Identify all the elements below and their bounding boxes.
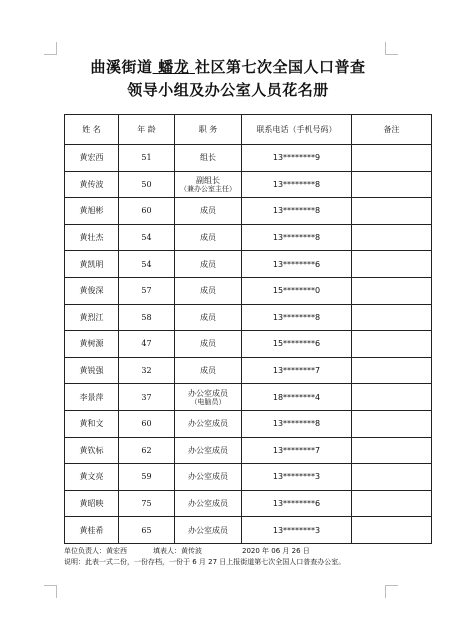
table-row	[65, 464, 432, 491]
table-row	[65, 517, 432, 544]
cell-age: 59	[119, 464, 175, 491]
cell-note	[352, 251, 432, 278]
footer-filler: 填表人：黄传波	[153, 547, 202, 555]
footer-unit-leader: 单位负责人：黄宏西	[64, 547, 127, 555]
header-note: 备注	[352, 115, 432, 145]
cell-note	[352, 331, 432, 358]
table-header-row	[65, 115, 432, 145]
cell-role	[175, 490, 242, 517]
table-row	[65, 224, 432, 251]
cell-role	[175, 145, 242, 172]
footer-note: 说明：此表一式二份，一份存档，一份于 6 月 27 日上报街道第七次全国人口普查办公室。	[64, 558, 346, 566]
cell-age: 65	[119, 517, 175, 544]
cell-role	[175, 517, 242, 544]
role-title: 办公室成员	[188, 445, 228, 455]
header-phone: 联系电话（手机号码）	[242, 115, 352, 145]
cell-age: 62	[119, 437, 175, 464]
cell-age: 54	[119, 251, 175, 278]
cell-phone: 13********3	[242, 517, 352, 544]
role-title: 成员	[200, 365, 216, 375]
title-street: 曲溪街道	[90, 58, 153, 76]
role-title: 办公室成员	[188, 498, 228, 508]
cell-age: 60	[119, 410, 175, 437]
cell-role	[175, 251, 242, 278]
cell-name: 黄昭映	[65, 490, 119, 517]
cell-age: 58	[119, 304, 175, 331]
role-title: 办公室成员	[188, 472, 228, 482]
role-title: 办公室成员	[188, 419, 228, 429]
footer-date: 2020 年 06 月 26 日	[242, 547, 310, 555]
cell-name: 黄凯明	[65, 251, 119, 278]
cell-phone: 13********7	[242, 357, 352, 384]
cell-name: 黄壮杰	[65, 224, 119, 251]
cell-note	[352, 171, 432, 198]
title-census: 社区第七次全国人口普查	[194, 58, 366, 76]
cell-phone: 13********8	[242, 410, 352, 437]
roster-body	[65, 145, 432, 544]
document-title	[30, 56, 426, 77]
cell-age: 50	[119, 171, 175, 198]
cell-phone: 13********8	[242, 224, 352, 251]
cell-age: 54	[119, 224, 175, 251]
cell-phone: 13********8	[242, 198, 352, 225]
cell-role	[175, 384, 242, 411]
cell-role	[175, 357, 242, 384]
cell-age: 51	[119, 145, 175, 172]
role-detail: （电脑员）	[190, 397, 226, 406]
table-row	[65, 490, 432, 517]
cell-age: 60	[119, 198, 175, 225]
cell-note	[352, 304, 432, 331]
table-row	[65, 145, 432, 172]
table-row	[65, 384, 432, 411]
role-title: 副组长	[196, 175, 220, 185]
role-detail: （兼办公室主任）	[180, 184, 236, 193]
role-title: 办公室成员	[188, 388, 228, 398]
cell-age: 47	[119, 331, 175, 358]
cell-phone: 15********0	[242, 277, 352, 304]
table-row	[65, 171, 432, 198]
cell-age: 32	[119, 357, 175, 384]
table-row	[65, 198, 432, 225]
cell-phone: 13********9	[242, 145, 352, 172]
cell-name: 黄俊深	[65, 277, 119, 304]
header-role: 职 务	[175, 115, 242, 145]
cell-name: 黄树源	[65, 331, 119, 358]
role-title: 成员	[200, 206, 216, 216]
header-age: 年 龄	[119, 115, 175, 145]
cell-note	[352, 357, 432, 384]
page-corner-mark-bottom-right	[385, 585, 398, 598]
cell-note	[352, 145, 432, 172]
role-title: 办公室成员	[188, 525, 228, 535]
role-title: 成员	[200, 312, 216, 322]
cell-role	[175, 224, 242, 251]
cell-name: 黄烈江	[65, 304, 119, 331]
header-name: 姓 名	[65, 115, 119, 145]
table-row	[65, 277, 432, 304]
cell-note	[352, 410, 432, 437]
cell-note	[352, 384, 432, 411]
cell-phone: 13********6	[242, 490, 352, 517]
cell-age: 75	[119, 490, 175, 517]
cell-role	[175, 410, 242, 437]
cell-role	[175, 171, 242, 198]
cell-name: 黄锐强	[65, 357, 119, 384]
cell-role	[175, 277, 242, 304]
cell-phone: 15********6	[242, 331, 352, 358]
role-title: 成员	[200, 339, 216, 349]
page-corner-mark-bottom-left	[44, 585, 57, 598]
cell-role	[175, 437, 242, 464]
cell-note	[352, 517, 432, 544]
cell-name: 黄宏西	[65, 145, 119, 172]
cell-name: 黄传波	[65, 171, 119, 198]
cell-phone: 13********6	[242, 251, 352, 278]
table-row	[65, 251, 432, 278]
role-title: 成员	[200, 259, 216, 269]
cell-age: 57	[119, 277, 175, 304]
cell-age: 37	[119, 384, 175, 411]
cell-phone: 13********8	[242, 171, 352, 198]
roster-table	[64, 114, 432, 544]
cell-phone: 13********8	[242, 304, 352, 331]
cell-phone: 18********4	[242, 384, 352, 411]
cell-name: 李景萍	[65, 384, 119, 411]
cell-note	[352, 224, 432, 251]
cell-role	[175, 198, 242, 225]
title-community-blank	[153, 58, 195, 76]
cell-phone: 13********7	[242, 437, 352, 464]
table-row	[65, 357, 432, 384]
cell-note	[352, 277, 432, 304]
cell-note	[352, 464, 432, 491]
page-corner-mark-top-right	[385, 42, 398, 55]
cell-role	[175, 304, 242, 331]
table-row	[65, 410, 432, 437]
table-row	[65, 304, 432, 331]
role-title: 组长	[200, 153, 216, 163]
cell-role	[175, 331, 242, 358]
cell-name: 黄桂希	[65, 517, 119, 544]
document-subtitle: 领导小组及办公室人员花名册	[127, 81, 329, 99]
role-title: 成员	[200, 286, 216, 296]
table-row	[65, 437, 432, 464]
cell-note	[352, 437, 432, 464]
cell-note	[352, 198, 432, 225]
title-community: 蟠龙	[158, 58, 190, 76]
cell-phone: 13********3	[242, 464, 352, 491]
page-corner-mark-top-left	[44, 42, 57, 55]
table-row	[65, 331, 432, 358]
role-title: 成员	[200, 232, 216, 242]
cell-note	[352, 490, 432, 517]
cell-role	[175, 464, 242, 491]
cell-name: 黄和文	[65, 410, 119, 437]
cell-name: 黄钦标	[65, 437, 119, 464]
cell-name: 黄文亮	[65, 464, 119, 491]
cell-name: 黄旭彬	[65, 198, 119, 225]
footer-signature-line	[64, 546, 310, 556]
